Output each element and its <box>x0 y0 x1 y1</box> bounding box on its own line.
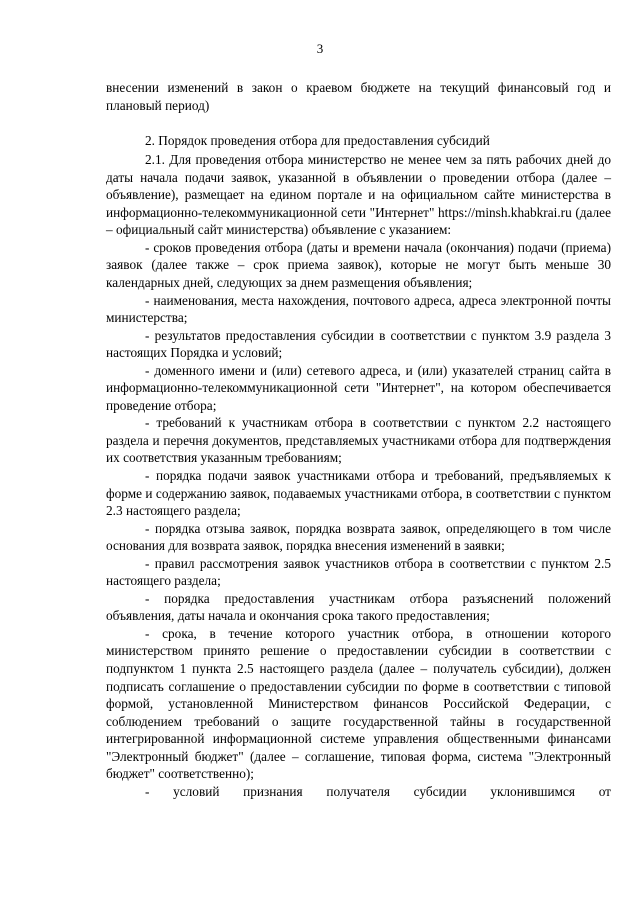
list-item: - доменного имени и (или) сетевого адреса, и (или) указателей страниц сайта в информационно-телекоммуникационной сети "Интернет", на котором обеспечивается проведение отбора; <box>106 362 611 413</box>
list-item: - срока, в течение которого участник отбора, в отношении которого министерством принято решение о предоставлении субсидии в соответствии с подпунктом 1 пункта 2.5 настоящего раздела (далее – получатель субсидии), должен подписать соглашение о предоставлении субсидии по форме в соответствии с типовой формой, установленной Министерством финансов Российской Федерации, с соблюдением требований о защите государственной тайны в государственной интегрированной информационной системе управления общественными финансами "Электронный бюджет" (далее – соглашение, типовая форма, система "Электронный бюджет" соответственно); <box>106 625 611 782</box>
list-item: - сроков проведения отбора (даты и времени начала (окончания) подачи (приема) заявок (далее также – срок приема заявок), которые не могут быть меньше 30 календарных дней, следующих за днем размещения объявления; <box>106 239 611 290</box>
list-item: - результатов предоставления субсидии в соответствии с пунктом 3.9 раздела 3 настоящих Порядка и условий; <box>106 327 611 361</box>
list-item: - порядка отзыва заявок, порядка возврата заявок, определяющего в том числе основания для возврата заявок, порядка внесения изменений в заявки; <box>106 520 611 554</box>
list-item: - порядка подачи заявок участниками отбора и требований, предъявляемых к форме и содержанию заявок, подаваемых участниками отбора, в соответствии с пунктом 2.3 настоящего раздела; <box>106 467 611 519</box>
paragraph-2-1: 2.1. Для проведения отбора министерство не менее чем за пять рабочих дней до даты начала подачи заявок, указанной в объявлении о проведении отбора (далее – объявление), размещает на едином портале и на официальном сайте министерства в информационно-телекоммуникационной сети "Интернет" https://minsh.khabkrai.ru (далее – официальный сайт министерства) объявление с указанием: <box>106 152 611 238</box>
section-heading: 2. Порядок проведения отбора для предоставления субсидий <box>145 132 490 148</box>
document-body <box>106 79 611 800</box>
list-item: - условий признания получателя субсидии уклонившимся от <box>145 783 611 799</box>
list-item: - наименования, места нахождения, почтового адреса, адреса электронной почты министерства; <box>106 292 611 326</box>
page-number: 3 <box>316 41 324 56</box>
list-item: - правил рассмотрения заявок участников отбора в соответствии с пунктом 2.5 настоящего раздела; <box>106 555 611 589</box>
list-item: - порядка предоставления участникам отбора разъяснений положений объявления, даты начала и окончания срока такого предоставления; <box>106 590 611 624</box>
paragraph-continuation: внесении изменений в закон о краевом бюджете на текущий финансовый год и плановый период) <box>106 80 611 113</box>
list-item: - требований к участникам отбора в соответствии с пунктом 2.2 настоящего раздела и перечня документов, представляемых участниками отбора для подтверждения их соответствия указанным требованиям; <box>106 415 611 466</box>
